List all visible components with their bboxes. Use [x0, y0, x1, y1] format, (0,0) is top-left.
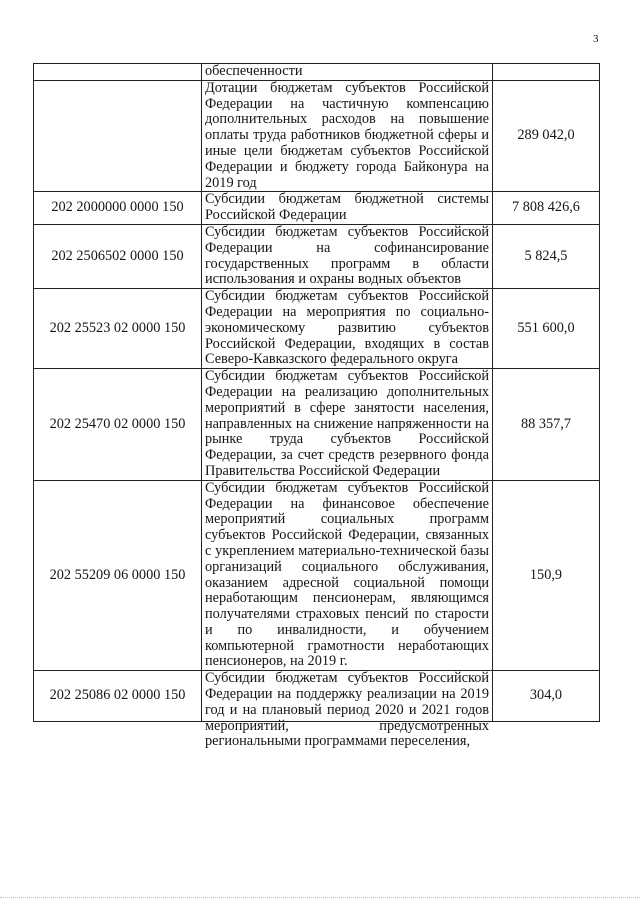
description-text: Субсидии бюджетам субъектов Российской Федерации на поддержку реализации на 2019 год и на плановый период 2020 и 2021 годов мероприятий, предусмотренных региональными программами переселения, — [205, 670, 489, 750]
page-bottom-edge — [0, 897, 640, 898]
budget-code-cell — [34, 80, 202, 192]
amount-cell: 551 600,0 — [493, 289, 600, 369]
budget-code-cell: 202 2000000 0000 150 — [34, 192, 202, 225]
budget-code-cell: 202 25086 02 0000 150 — [34, 671, 202, 722]
budget-code-cell: 202 55209 06 0000 150 — [34, 480, 202, 671]
table-row — [34, 369, 600, 481]
description-cell: Дотации бюджетам субъектов Российской Федерации на частичную компенсацию дополнительных расходов на повышение оплаты труда работников бюджетной сферы и иные цели бюджетам субъектов Российской Федерации и бюджету города Байконура на 2019 год — [202, 80, 493, 192]
table-row — [34, 671, 600, 722]
description-cell — [202, 670, 493, 750]
table-row — [34, 80, 600, 192]
description-cell: Субсидии бюджетам субъектов Российской Федерации на софинансирование государственных программ в области использования и охраны водных объектов — [202, 224, 493, 288]
budget-revenue-table — [33, 63, 600, 750]
budget-code-cell: 202 25523 02 0000 150 — [34, 289, 202, 369]
table-row — [34, 64, 600, 81]
budget-code-cell: 202 25470 02 0000 150 — [34, 369, 202, 481]
amount-cell: 5 824,5 — [493, 224, 600, 288]
table-row — [34, 289, 600, 369]
description-cell: обеспеченности — [202, 64, 493, 81]
description-cell: Субсидии бюджетам субъектов Российской Федерации на мероприятия по социально-экономическому развитию субъектов Российской Федерации, входящих в состав Северо-Кавказского федерального округа — [202, 289, 493, 369]
description-cell: Субсидии бюджетам субъектов Российской Федерации на финансовое обеспечение мероприятий социальных программ субъектов Российской Федерации, связанных с укреплением материально-технической базы организаций социального обслуживания, оказанием адресной социальной помощи неработающим пенсионерам, являющимся получателями страховых пенсий по старости и по инвалидности, и обучением компьютерной грамотности неработающих пенсионеров, на 2019 г. — [202, 480, 493, 671]
amount-cell: 304,0 — [493, 671, 600, 722]
table-row — [34, 192, 600, 225]
table-row — [34, 224, 600, 288]
table-row — [34, 480, 600, 671]
page-number: 3 — [593, 33, 599, 45]
amount-cell: 88 357,7 — [493, 369, 600, 481]
amount-cell — [493, 64, 600, 81]
description-cell: Субсидии бюджетам субъектов Российской Федерации на реализацию дополнительных мероприятий в сфере занятости населения, направленных на снижение напряженности на рынке труда субъектов Российской Федерации, за счет средств резервного фонда Правительства Российской Федерации — [202, 369, 493, 481]
amount-cell: 150,9 — [493, 480, 600, 671]
description-cell: Субсидии бюджетам бюджетной системы Российской Федерации — [202, 192, 493, 225]
budget-code-cell — [34, 64, 202, 81]
amount-cell: 7 808 426,6 — [493, 192, 600, 225]
amount-cell: 289 042,0 — [493, 80, 600, 192]
budget-code-cell: 202 2506502 0000 150 — [34, 224, 202, 288]
